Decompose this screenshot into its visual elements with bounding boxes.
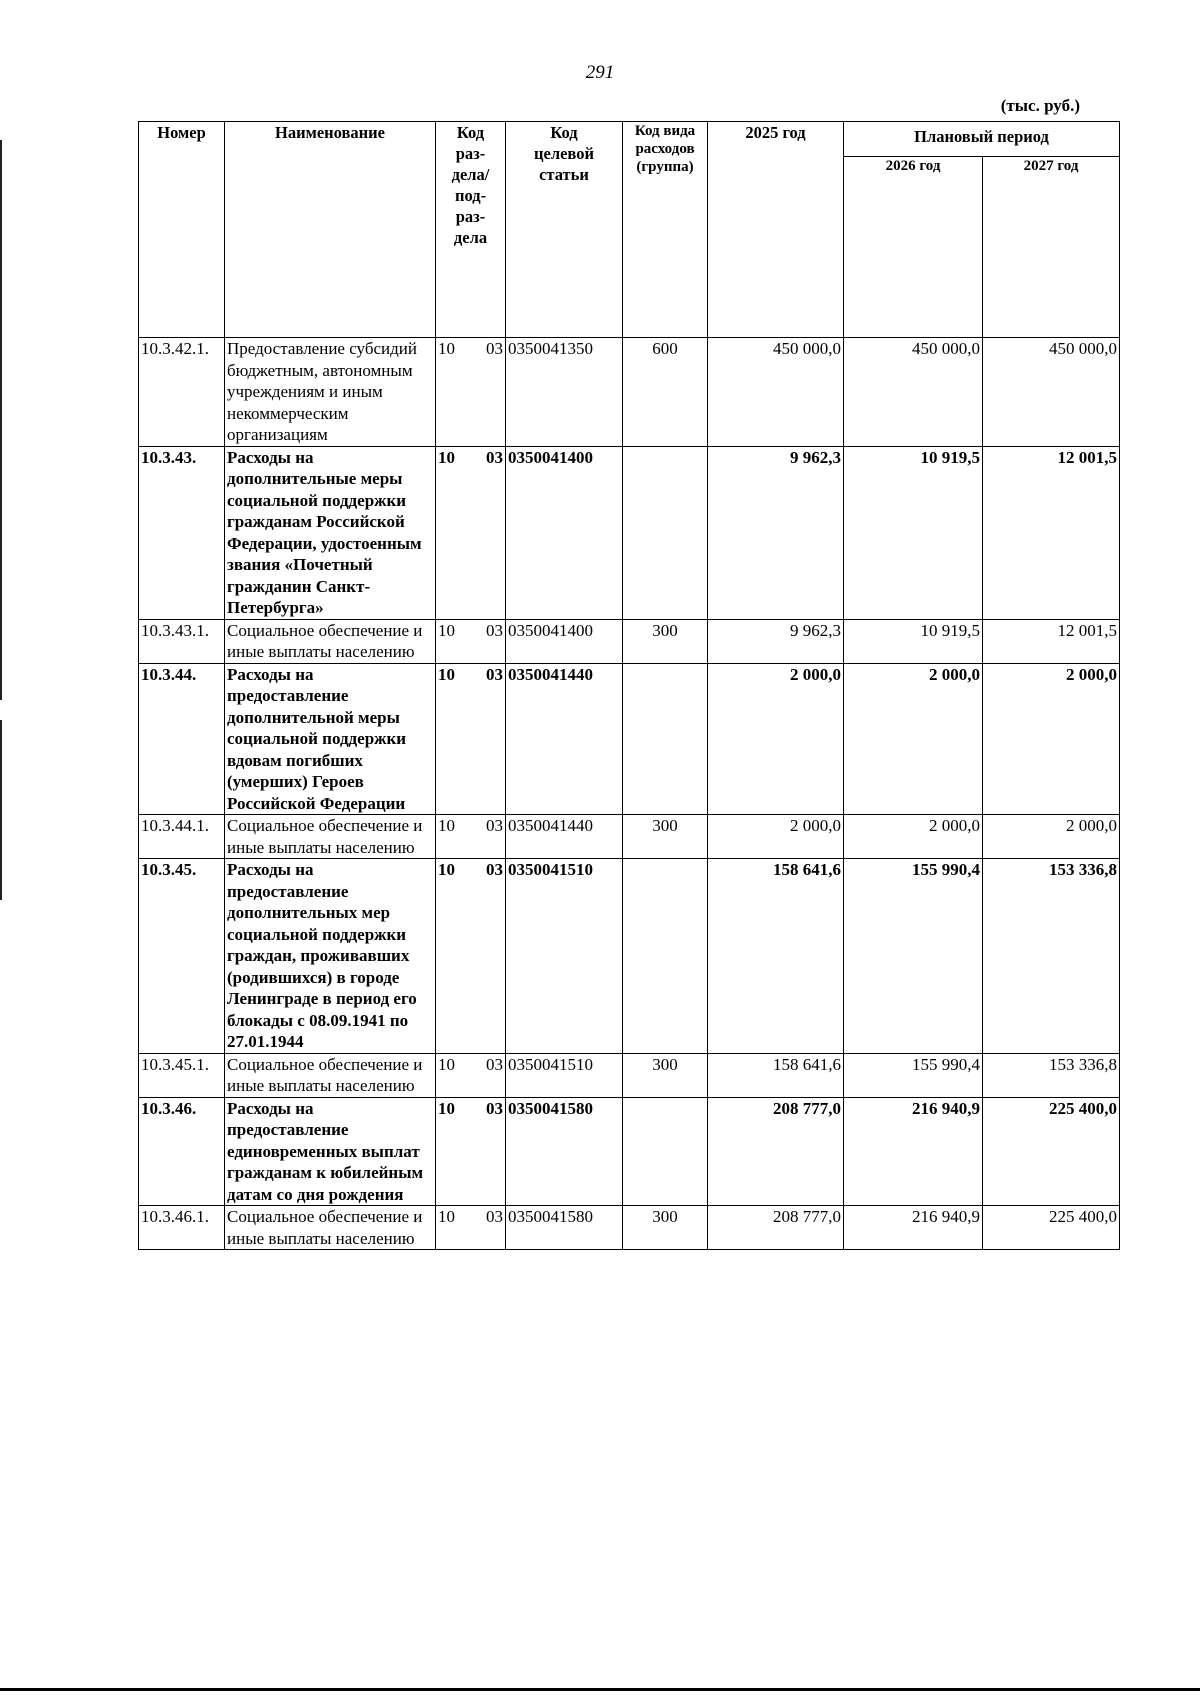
podrazdel-code: 03 xyxy=(486,1098,503,1118)
row-name: Расходы на предоставление единовременных выплат гражданам к юбилейным датам со дня рождения xyxy=(225,1097,436,1206)
page-number: 291 xyxy=(585,62,615,83)
col-header-2025: 2025 год xyxy=(708,122,844,338)
row-razdel-code xyxy=(436,1206,506,1250)
row-vid-code xyxy=(623,1097,708,1206)
podrazdel-code: 03 xyxy=(486,339,503,358)
podrazdel-code: 03 xyxy=(486,1207,503,1226)
row-target-code: 0350041510 xyxy=(506,859,623,1054)
row-vid-code: 300 xyxy=(623,815,708,859)
row-razdel-code xyxy=(436,619,506,663)
row-razdel-code xyxy=(436,446,506,619)
row-value-2026: 10 919,5 xyxy=(844,446,983,619)
scan-edge-mark xyxy=(0,140,2,700)
row-value-2026: 155 990,4 xyxy=(844,1053,983,1097)
table-row xyxy=(139,1053,1120,1097)
row-number: 10.3.42.1. xyxy=(139,338,225,447)
razdel-code: 10 xyxy=(438,620,455,640)
table-row xyxy=(139,446,1120,619)
row-vid-code xyxy=(623,859,708,1054)
row-value-2027: 153 336,8 xyxy=(983,1053,1120,1097)
col-header-razdel xyxy=(436,122,506,338)
table-row xyxy=(139,663,1120,815)
table-row xyxy=(139,859,1120,1054)
podrazdel-code: 03 xyxy=(486,620,503,640)
col-header-number: Номер xyxy=(139,122,225,338)
row-value-2025: 158 641,6 xyxy=(708,1053,844,1097)
scan-bottom-rule xyxy=(0,1688,1200,1691)
table-header-row xyxy=(139,122,1120,157)
row-value-2026: 155 990,4 xyxy=(844,859,983,1054)
row-value-2027: 12 001,5 xyxy=(983,446,1120,619)
podrazdel-code: 03 xyxy=(486,447,503,467)
row-number: 10.3.46. xyxy=(139,1097,225,1206)
row-target-code: 0350041440 xyxy=(506,663,623,815)
podrazdel-code: 03 xyxy=(486,816,503,835)
row-name: Социальное обеспечение и иные выплаты населению xyxy=(225,1206,436,1250)
row-value-2026: 2 000,0 xyxy=(844,663,983,815)
row-target-code: 0350041510 xyxy=(506,1053,623,1097)
razdel-pair xyxy=(438,620,503,642)
razdel-code: 10 xyxy=(438,816,455,835)
razdel-pair xyxy=(438,338,503,360)
units-label: (тыс. руб.) xyxy=(1000,96,1080,115)
row-value-2025: 158 641,6 xyxy=(708,859,844,1054)
table-row xyxy=(139,338,1120,447)
budget-table xyxy=(138,121,1120,1250)
scan-edge-mark xyxy=(0,720,2,900)
row-number: 10.3.46.1. xyxy=(139,1206,225,1250)
row-value-2027: 2 000,0 xyxy=(983,815,1120,859)
razdel-code: 10 xyxy=(438,339,455,358)
row-target-code: 0350041400 xyxy=(506,619,623,663)
row-razdel-code xyxy=(436,859,506,1054)
row-value-2027: 2 000,0 xyxy=(983,663,1120,815)
razdel-pair xyxy=(438,1206,503,1228)
row-razdel-code xyxy=(436,815,506,859)
table-row xyxy=(139,1097,1120,1206)
razdel-pair xyxy=(438,1054,503,1076)
row-name: Предоставление субсидий бюджетным, автономным учреждениям и иным некоммерческим организациям xyxy=(225,338,436,447)
razdel-pair xyxy=(438,1098,503,1120)
razdel-pair xyxy=(438,447,503,469)
row-value-2025: 208 777,0 xyxy=(708,1097,844,1206)
table-body xyxy=(139,338,1120,1250)
podrazdel-code: 03 xyxy=(486,860,503,879)
col-header-target-text: Код целевой статьи xyxy=(534,123,594,184)
col-header-vid: Код вида расходов (группа) xyxy=(623,122,708,338)
row-number: 10.3.43.1. xyxy=(139,619,225,663)
razdel-code: 10 xyxy=(438,447,455,467)
col-header-plan-period: Плановый период xyxy=(844,122,1120,157)
col-header-name: Наименование xyxy=(225,122,436,338)
razdel-pair xyxy=(438,815,503,837)
row-name: Расходы на предоставление дополнительной меры социальной поддержки вдовам погибших (умерших) Героев Российской Федерации xyxy=(225,663,436,815)
row-vid-code xyxy=(623,663,708,815)
row-name: Социальное обеспечение и иные выплаты населению xyxy=(225,1053,436,1097)
row-vid-code: 300 xyxy=(623,1053,708,1097)
row-vid-code xyxy=(623,446,708,619)
col-header-2026: 2026 год xyxy=(844,157,983,338)
row-value-2027: 153 336,8 xyxy=(983,859,1120,1054)
row-target-code: 0350041350 xyxy=(506,338,623,447)
row-value-2027: 225 400,0 xyxy=(983,1097,1120,1206)
row-number: 10.3.44. xyxy=(139,663,225,815)
razdel-code: 10 xyxy=(438,664,455,684)
row-number: 10.3.44.1. xyxy=(139,815,225,859)
row-target-code: 0350041400 xyxy=(506,446,623,619)
razdel-code: 10 xyxy=(438,1054,455,1074)
razdel-code: 10 xyxy=(438,1207,455,1226)
razdel-pair xyxy=(438,859,503,881)
row-razdel-code xyxy=(436,1097,506,1206)
row-vid-code: 300 xyxy=(623,619,708,663)
row-target-code: 0350041580 xyxy=(506,1097,623,1206)
col-header-target xyxy=(506,122,623,338)
table-row xyxy=(139,815,1120,859)
row-value-2025: 208 777,0 xyxy=(708,1206,844,1250)
row-vid-code: 600 xyxy=(623,338,708,447)
razdel-pair xyxy=(438,664,503,686)
row-value-2025: 2 000,0 xyxy=(708,815,844,859)
row-value-2027: 225 400,0 xyxy=(983,1206,1120,1250)
podrazdel-code: 03 xyxy=(486,1054,503,1074)
row-number: 10.3.45. xyxy=(139,859,225,1054)
row-value-2025: 2 000,0 xyxy=(708,663,844,815)
row-razdel-code xyxy=(436,663,506,815)
row-value-2026: 10 919,5 xyxy=(844,619,983,663)
row-number: 10.3.43. xyxy=(139,446,225,619)
row-razdel-code xyxy=(436,1053,506,1097)
row-razdel-code xyxy=(436,338,506,447)
table-row xyxy=(139,1206,1120,1250)
row-value-2026: 216 940,9 xyxy=(844,1097,983,1206)
razdel-code: 10 xyxy=(438,860,455,879)
row-vid-code: 300 xyxy=(623,1206,708,1250)
row-name: Социальное обеспечение и иные выплаты населению xyxy=(225,619,436,663)
row-name: Расходы на дополнительные меры социальной поддержки гражданам Российской Федерации, удостоенным звания «Почетный гражданин Санкт-Петербурга» xyxy=(225,446,436,619)
row-value-2026: 450 000,0 xyxy=(844,338,983,447)
row-value-2026: 2 000,0 xyxy=(844,815,983,859)
row-value-2027: 12 001,5 xyxy=(983,619,1120,663)
row-name: Расходы на предоставление дополнительных мер социальной поддержки граждан, проживавших (родившихся) в городе Ленинграде в период его блокады с 08.09.1941 по 27.01.1944 xyxy=(225,859,436,1054)
razdel-code: 10 xyxy=(438,1098,455,1118)
row-value-2025: 9 962,3 xyxy=(708,446,844,619)
col-header-razdel-text: Код раз- дела/ под- раз- дела xyxy=(451,123,490,247)
row-number: 10.3.45.1. xyxy=(139,1053,225,1097)
podrazdel-code: 03 xyxy=(486,664,503,684)
row-target-code: 0350041440 xyxy=(506,815,623,859)
col-header-2027: 2027 год xyxy=(983,157,1120,338)
row-target-code: 0350041580 xyxy=(506,1206,623,1250)
row-value-2026: 216 940,9 xyxy=(844,1206,983,1250)
table-row xyxy=(139,619,1120,663)
row-value-2025: 450 000,0 xyxy=(708,338,844,447)
row-name: Социальное обеспечение и иные выплаты населению xyxy=(225,815,436,859)
row-value-2025: 9 962,3 xyxy=(708,619,844,663)
row-value-2027: 450 000,0 xyxy=(983,338,1120,447)
